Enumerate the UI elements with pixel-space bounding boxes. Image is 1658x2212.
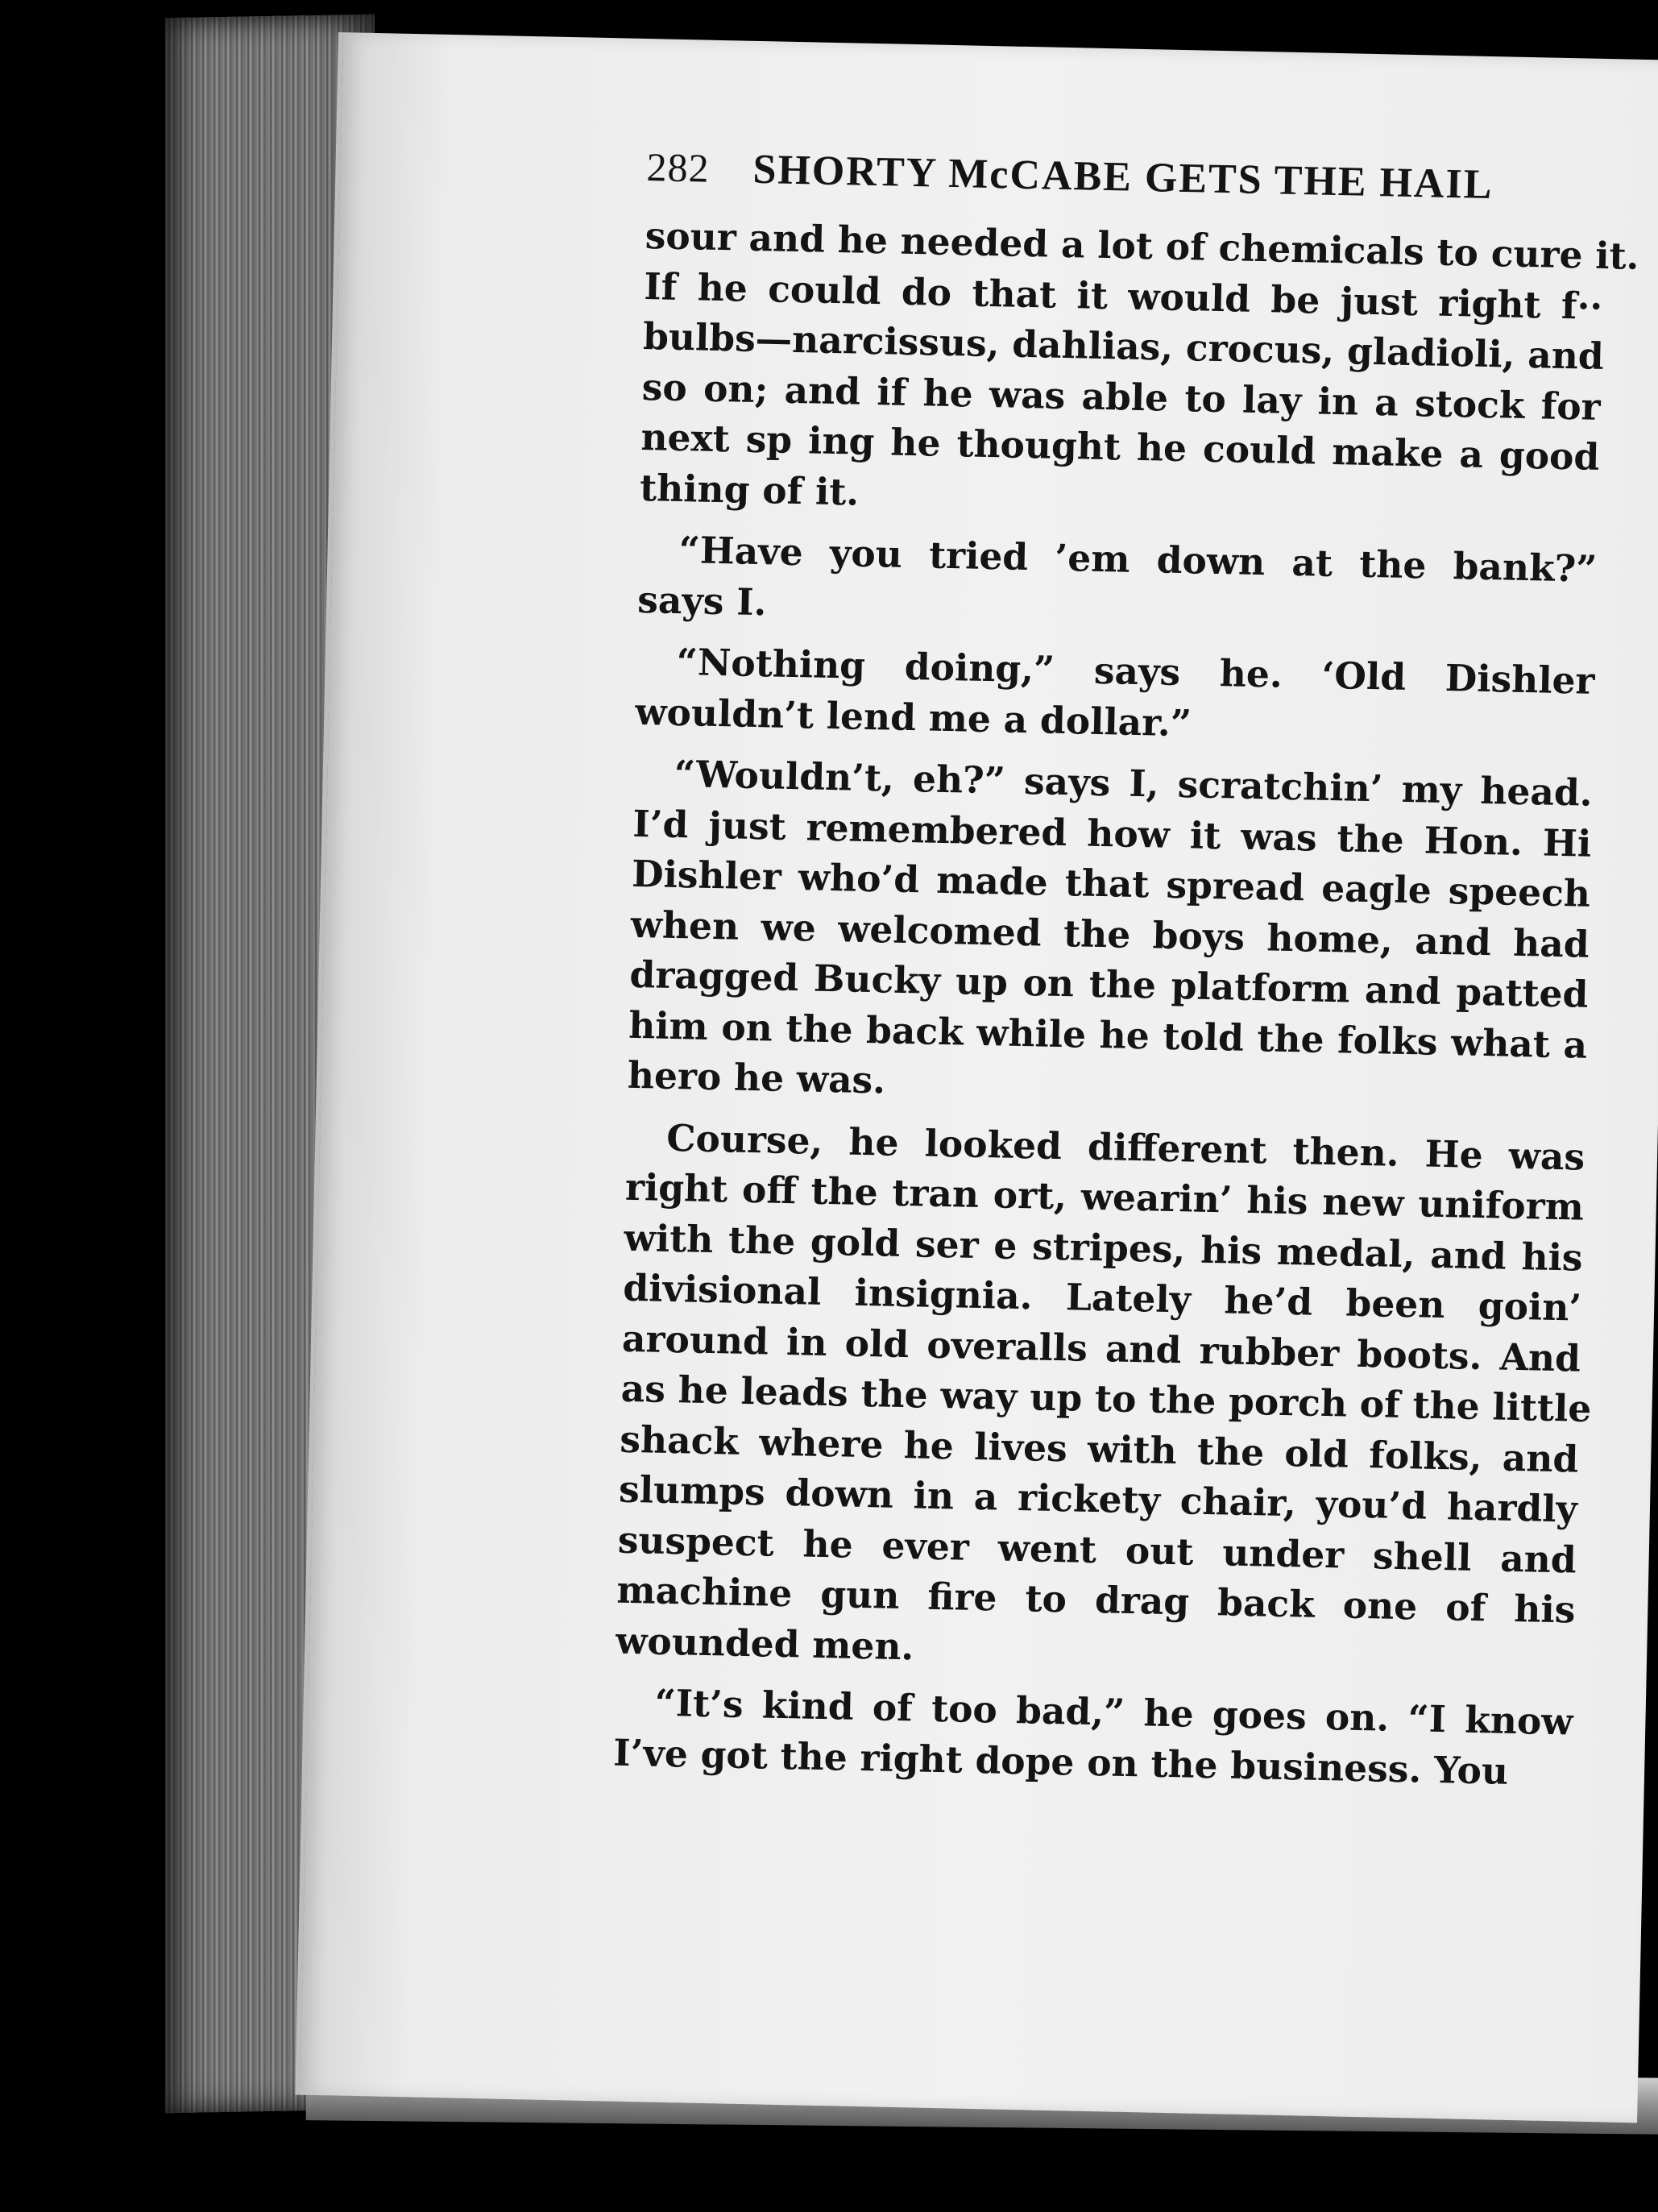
text-line: I’ve got the right dope on the business. You (612, 1730, 1509, 1793)
paragraph (613, 1677, 1573, 1798)
text-line: next sp ing he thought he could make a good (640, 414, 1600, 479)
text-line: “It’s kind of too bad,” he goes on. “I know (654, 1680, 1573, 1744)
text-line: If he could do that it would be just right f·· (643, 264, 1603, 328)
paragraph (627, 748, 1593, 1120)
book-page (295, 32, 1658, 2123)
paragraph (615, 1111, 1592, 1685)
text-line: as he leads the way up to the porch of the little (620, 1366, 1592, 1430)
text-line: around in old overalls and rubber boots. And (621, 1316, 1581, 1380)
text-line: “Wouldn’t, eh?” says I, scratchin’ my head. (674, 751, 1594, 815)
paragraph (639, 210, 1640, 533)
text-line: Course, he looked different then. He was (665, 1115, 1585, 1179)
text-line: him on the back while he told the folks what a (628, 1002, 1588, 1067)
text-line: suspect he ever went out under shell and (617, 1517, 1577, 1582)
paragraph (637, 524, 1598, 645)
text-line: wounded men. (615, 1618, 914, 1668)
text-line: when we welcomed the boys home, and had (630, 902, 1590, 966)
text-line: I’d just remembered how it was the Hon. Hi (632, 801, 1592, 865)
page-number: 282 (645, 144, 711, 191)
text-line: slumps down in a rickety chair, you’d hardly (618, 1467, 1578, 1531)
text-line: bulbs—narcissus, dahlias, crocus, gladioli, and (642, 314, 1605, 378)
text-line: hero he was. (627, 1052, 886, 1102)
text-line: machine gun fire to drag back one of his (616, 1567, 1576, 1632)
text-line: with the gold ser e stripes, his medal, and his (624, 1215, 1584, 1280)
text-line: “Have you tried ’em down at the bank?” (678, 527, 1598, 591)
page-content (612, 143, 1640, 1797)
running-head (646, 143, 1606, 211)
text-line: shack where he lives with the old folks, and (619, 1417, 1579, 1481)
running-title: SHORTY McCABE GETS THE HAIL (752, 146, 1494, 209)
text-line: right off the tran ort, wearin’ his new uniform (624, 1164, 1585, 1229)
text-line: “Nothing doing,” says he. ‘Old Dishler (676, 639, 1596, 703)
paragraph (635, 636, 1595, 757)
text-line: so on; and if he was able to lay in a stock for (641, 364, 1602, 429)
text-line: divisional insignia. Lately he’d been goin’ (622, 1265, 1582, 1330)
text-line: wouldn’t lend me a dollar.” (634, 689, 1192, 745)
body-text (612, 210, 1640, 1797)
text-line: sour and he needed a lot of chemicals to cure it. (645, 214, 1640, 278)
text-line: says I. (636, 577, 768, 624)
text-line: Dishler who’d made that spread eagle speech (631, 851, 1591, 915)
text-line: thing of it. (639, 465, 860, 514)
text-line: dragged Bucky up on the platform and patted (629, 952, 1589, 1016)
